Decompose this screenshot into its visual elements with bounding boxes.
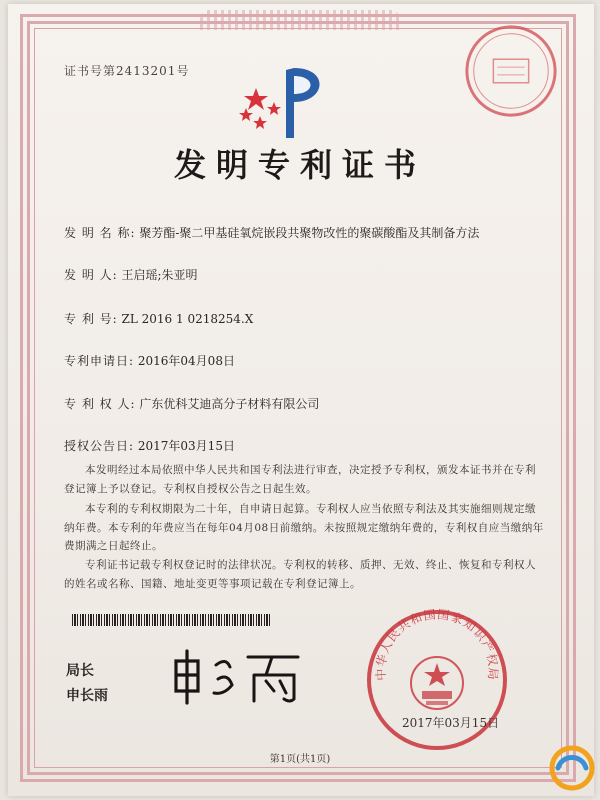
field-label: 专利申请日:	[64, 354, 135, 368]
director-name: 申长雨	[66, 688, 108, 704]
field-label: 专 利 权 人:	[64, 397, 136, 411]
field-value: ZL 2016 1 0218254.X	[121, 312, 254, 326]
field-patentee	[64, 395, 319, 412]
body-paragraph: 专利证书记载专利权登记时的法律状况。专利权的转移、质押、无效、终止、恢复和专利权人的姓名或名称、国籍、地址变更等事项记载在专利登记簿上。	[64, 559, 536, 590]
company-logo-icon	[548, 744, 596, 792]
field-label: 专 利 号:	[64, 312, 118, 326]
field-application-date	[64, 352, 235, 369]
field-value: 2017年03月15日	[137, 439, 235, 453]
corner-seal-icon	[462, 22, 560, 120]
field-inventor	[64, 266, 198, 283]
handwritten-signature	[168, 645, 308, 705]
field-value: 王启瑶;朱亚明	[121, 268, 198, 282]
field-grant-date	[64, 437, 235, 454]
certificate-number: 证书号第2413201号	[64, 64, 190, 78]
director-title: 局长	[66, 663, 94, 679]
cnipa-emblem-icon	[238, 58, 338, 148]
page-number: 第1页(共1页)	[269, 754, 331, 765]
field-patent-number	[64, 310, 253, 327]
page-title: 发明专利证书	[173, 146, 426, 184]
field-value: 广东优科艾迪高分子材料有限公司	[139, 397, 320, 411]
body-paragraph: 本发明经过本局依照中华人民共和国专利法进行审查，决定授予专利权，颁发本证书并在专利登记簿上予以登记。专利权自授权公告之日起生效。	[64, 464, 536, 495]
field-label: 发 明 名 称:	[64, 226, 136, 240]
issue-date: 2017年03月15日	[402, 716, 500, 730]
field-label: 授权公告日:	[64, 439, 135, 453]
official-seal	[362, 605, 512, 755]
field-value: 聚芳酯-聚二甲基硅氧烷嵌段共聚物改性的聚碳酸酯及其制备方法	[139, 226, 480, 240]
field-invention-name	[64, 224, 479, 241]
barcode	[72, 614, 272, 626]
field-label: 发 明 人:	[64, 268, 118, 282]
seal-text: 中华人民共和国国家知识产权局	[373, 607, 501, 682]
body-paragraph: 本专利的专利权期限为二十年，自申请日起算。专利权人应当依照专利法及其实施细则规定缴纳年费。本专利的年费应当在每年04月08日前缴纳。未按照规定缴纳年费的，专利权自应当缴纳年费期满之日起终止。	[64, 503, 544, 552]
field-value: 2016年04月08日	[137, 354, 235, 368]
